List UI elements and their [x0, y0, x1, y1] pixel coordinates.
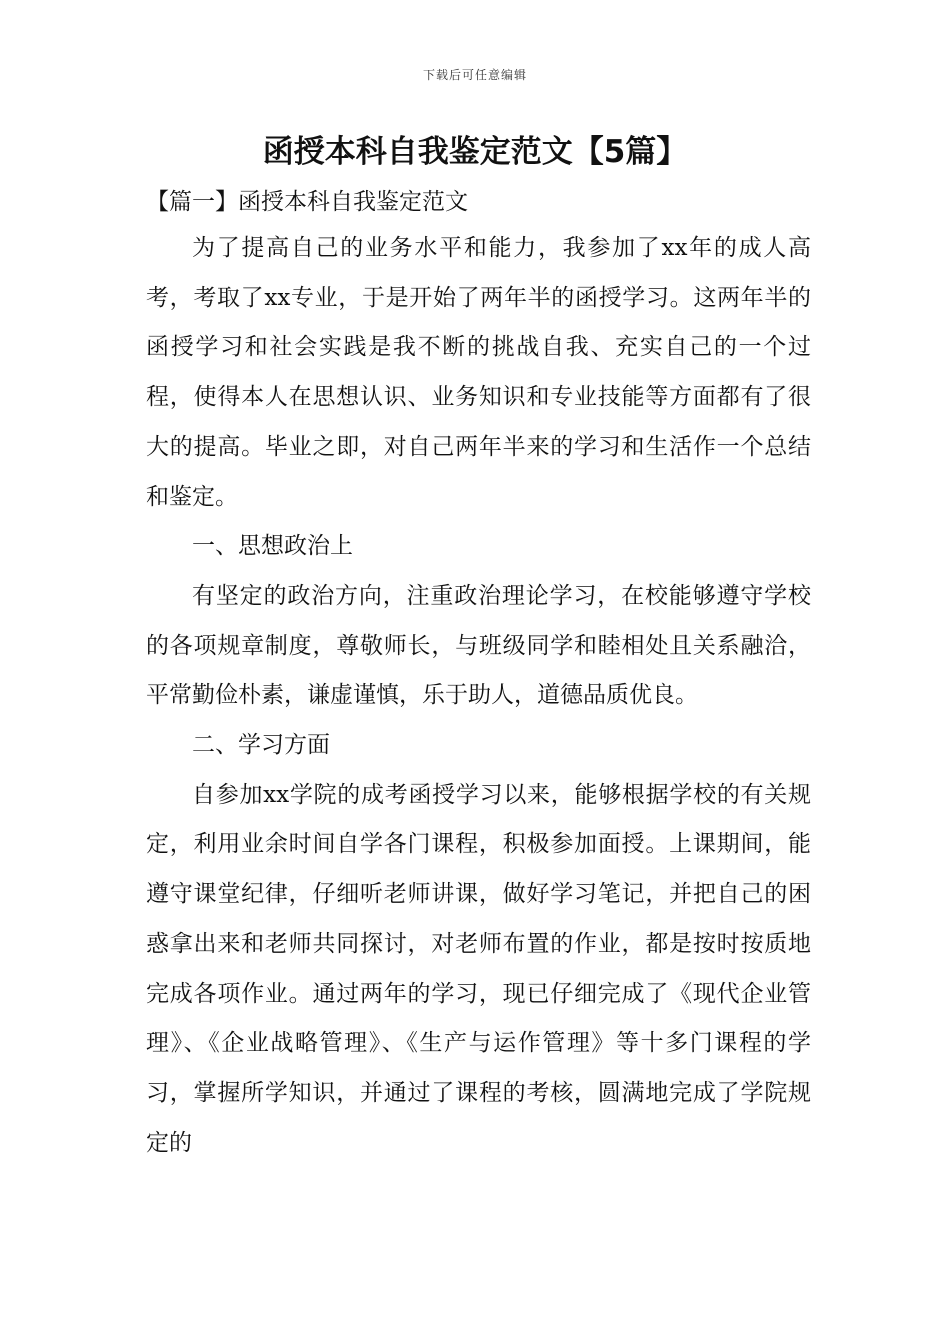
- document-body: [146, 224, 811, 1168]
- paragraph-politics: 有坚定的政治方向，注重政治理论学习，在校能够遵守学校的各项规章制度，尊敬师长，与班级同学和睦相处且关系融洽，平常勤俭朴素，谦虚谨慎，乐于助人，道德品质优良。: [146, 582, 811, 709]
- header-note: 下载后可任意编辑: [422, 68, 527, 82]
- document-title: 函授本科自我鉴定范文【5篇】: [262, 134, 688, 170]
- subheading-study: 二、学习方面: [192, 732, 330, 759]
- paragraph-study: 自参加xx学院的成考函授学习以来，能够根据学校的有关规定，利用业余时间自学各门课程，积极参加面授。上课期间，能遵守课堂纪律，仔细听老师讲课，做好学习笔记，并把自己的困惑拿出来和老师共同探讨，对老师布置的作业，都是按时按质地完成各项作业。通过两年的学习，现已仔细完成了《现代企业管理》、《企业战略管理》、《生产与运作管理》等十多门课程的学习，掌握所学知识，并通过了课程的考核，圆满地完成了学院规定的: [146, 781, 811, 1156]
- section-heading: 【篇一】函授本科自我鉴定范文: [146, 189, 468, 215]
- paragraph-intro: 为了提高自己的业务水平和能力，我参加了xx年的成人高考，考取了xx专业，于是开始了两年半的函授学习。这两年半的函授学习和社会实践是我不断的挑战自我、充实自己的一个过程，使得本人在思想认识、业务知识和专业技能等方面都有了很大的提高。毕业之即，对自己两年半来的学习和生活作一个总结和鉴定。: [146, 235, 811, 510]
- subheading-politics: 一、思想政治上: [192, 533, 353, 560]
